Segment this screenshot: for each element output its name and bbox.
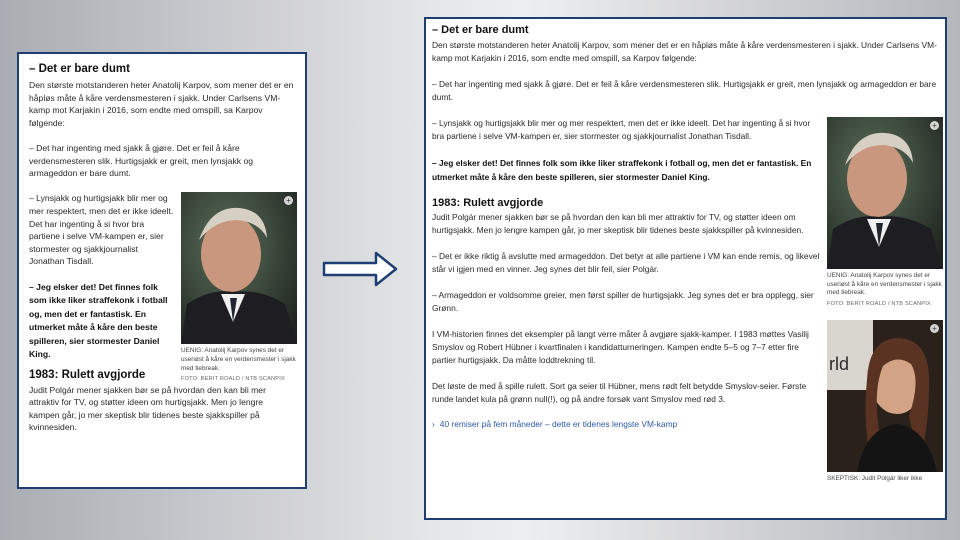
chevron-right-icon: › <box>432 419 435 429</box>
paragraph: Judit Polgár mener sjakken bør se på hvordan den kan bli mer attraktiv for TV, og støtter ideen om hurtigsjakk. Men jo lengre kampen går, jo mer skeptisk blir tidenes beste sjakkspiller på kvinnesiden. <box>29 384 266 433</box>
paragraph: Den største motstanderen heter Anatolij Karpov, som mener det er en håpløs måte å kåre verdensmesteren i sjakk. Under Carlsens VM-kamp mot Karjakin i 2016, som endte med omspill, sa Karpov følgende: <box>29 80 294 128</box>
photo-credit: FOTO: BERIT ROALD / NTB SCANPIX <box>827 300 931 307</box>
karpov-portrait-image <box>827 117 943 269</box>
polgar-portrait-image <box>827 320 943 472</box>
photo-credit: FOTO: BERIT ROALD / NTB SCANPIX <box>181 376 285 383</box>
subheading-det-er-bare-dumt: – Det er bare dumt <box>432 24 529 36</box>
paragraph: Den største motstanderen heter Anatolij Karpov, som mener det er en håpløs måte å kåre verdensmesteren i sjakk. Under Carlsens VM-kamp mot Karjakin i 2016, som endte med omspill, sa Karpov følgende: <box>432 40 937 63</box>
paragraph: – Lynsjakk og hurtigsjakk blir mer og mer respektert, men det er ikke ideelt. Det har ingenting å si hvor bra partiene i selve VM-kampen er, sier stormester og sjakkjournalist Jonathan Tisdall. <box>432 118 811 141</box>
article-before-panel <box>17 52 307 489</box>
right-arrow-icon <box>318 244 402 294</box>
quote-paragraph: – Jeg elsker det! Det finnes folk som ikke liker straffekonk i fotball og, men det er fantastisk. En utmerket måte å kåre den beste spilleren, sier stormester Daniel King. <box>432 158 812 182</box>
subheading-det-er-bare-dumt: – Det er bare dumt <box>29 63 130 75</box>
expand-icon[interactable]: + <box>930 121 939 130</box>
photo-caption: UENIG: Anatolij Karpov synes det er useriøst å kåre en verdensmester i sjakk med tiebreak. <box>181 347 296 372</box>
karpov-portrait-image <box>181 192 297 344</box>
subheading-1983-rulett: 1983: Rulett avgjorde <box>432 197 544 209</box>
karpov-figure <box>181 192 297 383</box>
subheading-1983-rulett: 1983: Rulett avgjorde <box>29 368 146 381</box>
paragraph: – Det har ingenting med sjakk å gjøre. Det er feil å kåre verdensmesteren slik. Hurtigsjakk er greit, men lynsjakk og armageddon er bare dumt. <box>432 79 937 102</box>
photo-caption: SKEPTISK: Judit Polgár liker ikke <box>827 474 923 482</box>
karpov-photo[interactable] <box>181 192 297 344</box>
article-after-panel <box>424 17 947 520</box>
related-article-link-text[interactable]: 40 remiser på fem måneder – dette er tidenes lengste VM-kamp <box>439 419 678 429</box>
paragraph: Det løste de med å spille rulett. Sort ga seier til Hübner, mens rødt felt betydde Smyslov-seier. Første runde landet kula på grønn null(!), og på andre forsøk vant Smyslov med rød 3. <box>432 381 807 404</box>
paragraph: – Det har ingenting med sjakk å gjøre. Det er feil å kåre verdensmesteren slik. Hurtigsjakk er greit, men lynsjakk og armageddon er bare dumt. <box>29 142 253 179</box>
quote-paragraph: – Jeg elsker det! Det finnes folk som ikke liker straffekonk i fotball og, men det er fantastisk. En utmerket måte å kåre den beste spilleren, sier stormester Daniel King. <box>29 281 168 359</box>
photo-caption: UENIG: Anatolij Karpov synes det er useriøst å kåre en verdensmester i sjakk med tiebreak. <box>827 272 942 297</box>
background-sign-text: rld <box>829 353 850 374</box>
polgar-photo[interactable] <box>827 320 943 472</box>
photo-column <box>827 117 943 483</box>
paragraph: Judit Polgár mener sjakken bør se på hvordan den kan bli mer attraktiv for TV, og støtter ideen om hurtigsjakk. Men jo lengre kampen går, jo mer skeptisk blir tidenes beste sjakkspiller på kvinnesiden. <box>432 212 804 235</box>
karpov-photo[interactable] <box>827 117 943 269</box>
paragraph: – Armageddon er voldsomme greier, men først spiller de hurtigsjakk. Jeg synes det er bra opplegg, sier Grønn. <box>432 290 814 313</box>
expand-icon[interactable]: + <box>284 196 293 205</box>
paragraph: I VM-historien finnes det eksempler på langt verre måter å avgjøre sjakk-kamper. I 1983 møttes Vasilij Smyslov og Robert Hübner i kvartfinalen i kandidatturneringen. Kampen endte 5–5 og 7–7 etter fire partier hurtigsjakk. Da måtte loddtrekning til. <box>432 329 809 365</box>
paragraph: – Det er ikke riktig å avslutte med armageddon. Det betyr at alle partiene i VM kan ende remis, og likevel står vi igjen med en vinner. Jeg synes det blir feil, sier Polgár. <box>432 251 820 274</box>
expand-icon[interactable]: + <box>930 324 939 333</box>
paragraph: – Lynsjakk og hurtigsjakk blir mer og mer respektert, men det er ikke ideelt. Det har ingenting å si hvor bra partiene i selve VM-kampen er, sier stormester og sjakkjournalist Jonathan Tisdall. <box>29 193 174 267</box>
